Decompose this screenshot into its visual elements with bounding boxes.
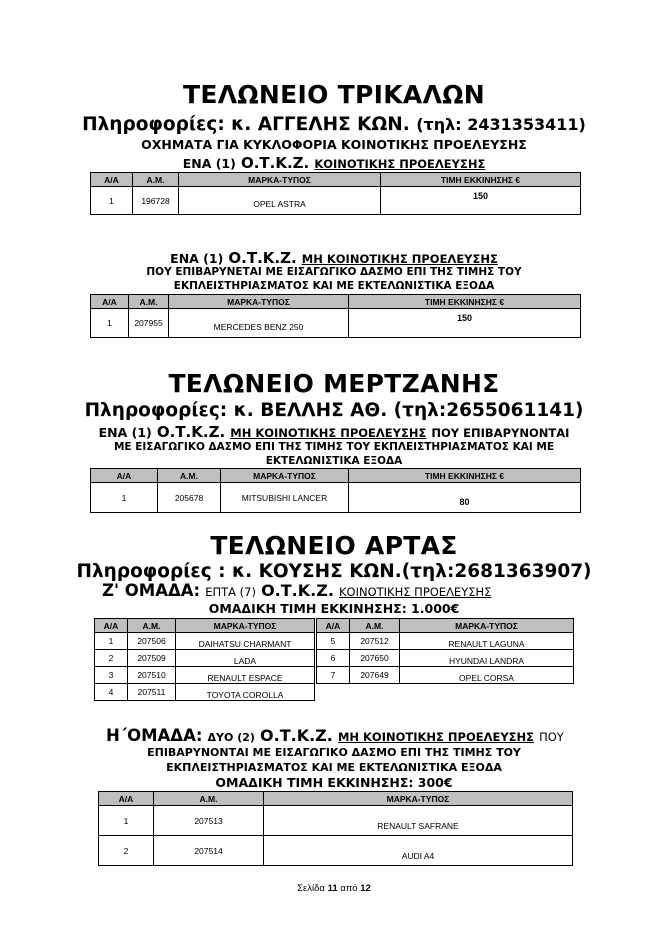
groupZ-heading: Ζ' ΟΜΑΔΑ: ΕΠΤΑ (7) Ο.Τ.Κ.Ζ. ΚΟΙΝΟΤΙΚΗΣ ΠΡΟΕΛΕΥΣΗΣ <box>102 581 492 600</box>
table-arta-h: Α/Α Α.Μ. ΜΑΡΚΑ-ΤΥΠΟΣ 1 207513 RENAULT SAFRANE 2 207514 AUDI A4 <box>98 791 573 866</box>
title-mertzani: ΤΕΛΩΝΕΙΟ ΜΕΡΤΖΑΝΗΣ <box>168 369 500 398</box>
info-arta: Πληροφορίες : κ. ΚΟΥΣΗΣ ΚΩΝ.(τηλ:2681363907) <box>76 561 592 582</box>
groupH-price: ΟΜΑΔΙΚΗ ΤΙΜΗ ΕΚΚΙΝΗΣΗΣ: 300€ <box>215 775 453 790</box>
info-mertzani: Πληροφορίες: κ. ΒΕΛΛΗΣ ΑΘ. (τηλ:2655061141) <box>84 400 584 421</box>
sec1-heading: ΕΝΑ (1) Ο.Τ.Κ.Ζ. ΚΟΙΝΟΤΙΚΗΣ ΠΡΟΕΛΕΥΣΗΣ <box>182 154 486 172</box>
table-arta-z-left: Α/Α Α.Μ. ΜΑΡΚΑ-ΤΥΠΟΣ 1 207506 DAIHATSU CHARMANT 2 207509 LADA 3 207510 RENAULT ESPACE 4 207511 TOYOTA COROLLA <box>94 618 315 701</box>
sec2-heading: ΕΝΑ (1) Ο.Τ.Κ.Ζ. ΜΗ ΚΟΙΝΟΤΙΚΗΣ ΠΡΟΕΛΕΥΣΗΣ <box>170 249 498 267</box>
col-aa: Α/Α <box>91 173 133 187</box>
sec2-line3: ΕΚΠΛΕΙΣΤΗΡΙΑΣΜΑΤΟΣ ΚΑΙ ΜΕ ΕΚΤΕΛΩΝΙΣΤΙΚΑ ΕΞΟΔΑ <box>173 280 495 292</box>
table-row: 1 196728 OPEL ASTRA 150 <box>91 187 581 215</box>
groupZ-price: ΟΜΑΔΙΚΗ ΤΙΜΗ ΕΚΚΙΝΗΣΗΣ: 1.000€ <box>208 601 460 616</box>
table-row: 1 207506 DAIHATSU CHARMANT <box>95 633 315 650</box>
groupH-line2: ΕΠΙΒΑΡΥΝΟΝΤΑΙ ΜΕ ΕΙΣΑΓΩΓΙΚΟ ΔΑΣΜΟ ΕΠΙ ΤΗΣ ΤΙΜΗΣ ΤΟΥ <box>147 746 521 759</box>
mertzani-line2: ΜΕ ΕΙΣΑΓΩΓΙΚΟ ΔΑΣΜΟ ΕΠΙ ΤΗΣ ΤΙΜΗΣ ΤΟΥ ΕΚΠΛΕΙΣΤΗΡΙΑΣΜΑΤΟΣ ΚΑΙ ΜΕ <box>113 441 555 453</box>
sec2-line2: ΠΟΥ ΕΠΙΒΑΡΥΝΕΤΑΙ ΜΕ ΕΙΣΑΓΩΓΙΚΟ ΔΑΣΜΟ ΕΠΙ ΤΗΣ ΤΙΜΗΣ ΤΟΥ <box>146 266 522 278</box>
col-timi: ΤΙΜΗ ΕΚΚΙΝΗΣΗΣ € <box>381 173 581 187</box>
table-row: 5 207512 RENAULT LAGUNA <box>317 633 574 650</box>
table-row: 1 207955 MERCEDES BENZ 250 150 <box>91 309 581 338</box>
page-footer: Σελίδα 11 από 12 <box>297 883 371 894</box>
col-am: Α.Μ. <box>133 173 179 187</box>
title-arta: ΤΕΛΩΝΕΙΟ ΑΡΤΑΣ <box>210 531 458 560</box>
mertzani-heading: ΕΝΑ (1) Ο.Τ.Κ.Ζ. ΜΗ ΚΟΙΝΟΤΙΚΗΣ ΠΡΟΕΛΕΥΣΗΣ ΠΟΥ ΕΠΙΒΑΡΥΝΟΝΤΑΙ <box>98 423 570 441</box>
category-trikala: ΟΧΗΜΑΤΑ ΓΙΑ ΚΥΚΛΟΦΟΡΙΑ ΚΟΙΝΟΤΙΚΗΣ ΠΡΟΕΛΕΥΣΗΣ <box>141 137 527 152</box>
groupH-line3: ΕΚΠΛΕΙΣΤΗΡΙΑΣΜΑΤΟΣ ΚΑΙ ΜΕ ΕΚΤΕΛΩΝΙΣΤΙΚΑ ΕΞΟΔΑ <box>166 761 502 774</box>
title-trikala: ΤΕΛΩΝΕΙΟ ΤΡΙΚΑΛΩΝ <box>182 80 485 109</box>
table-row: 1 205678 MITSUBISHI LANCER 80 <box>91 483 581 513</box>
table-row: 7 207649 OPEL CORSA <box>317 667 574 684</box>
groupH-heading: Η΄ΟΜΑΔΑ: ΔΥΟ (2) Ο.Τ.Κ.Ζ. ΜΗ ΚΟΙΝΟΤΙΚΗΣ ΠΡΟΕΛΕΥΣΗΣ ΠΟΥ <box>106 726 564 745</box>
table-row: 1 207513 RENAULT SAFRANE <box>99 806 573 836</box>
table-trikala-1 <box>90 172 581 215</box>
mertzani-line3: ΕΚΤΕΛΩΝΙΣΤΙΚΑ ΕΞΟΔΑ <box>265 455 403 467</box>
table-trikala-2: Α/Α Α.Μ. ΜΑΡΚΑ-ΤΥΠΟΣ ΤΙΜΗ ΕΚΚΙΝΗΣΗΣ € 1 207955 MERCEDES BENZ 250 150 <box>90 294 581 338</box>
table-row: 3 207510 RENAULT ESPACE <box>95 667 315 684</box>
col-marka: ΜΑΡΚΑ-ΤΥΠΟΣ <box>179 173 381 187</box>
table-row: 4 207511 TOYOTA COROLLA <box>95 684 315 701</box>
table-row: 6 207650 HYUNDAI LANDRA <box>317 650 574 667</box>
table-arta-z-right: Α/Α Α.Μ. ΜΑΡΚΑ-ΤΥΠΟΣ 5 207512 RENAULT LAGUNA 6 207650 HYUNDAI LANDRA 7 207649 OPEL CORSA <box>316 618 574 684</box>
table-mertzani: Α/Α Α.Μ. ΜΑΡΚΑ-ΤΥΠΟΣ ΤΙΜΗ ΕΚΚΙΝΗΣΗΣ € 1 205678 MITSUBISHI LANCER 80 <box>90 468 581 513</box>
info-trikala: Πληροφορίες: κ. ΑΓΓΕΛΗΣ ΚΩΝ. (τηλ: 2431353411) <box>82 114 586 135</box>
table-row: 2 207509 LADA <box>95 650 315 667</box>
table-row: 2 207514 AUDI A4 <box>99 836 573 866</box>
